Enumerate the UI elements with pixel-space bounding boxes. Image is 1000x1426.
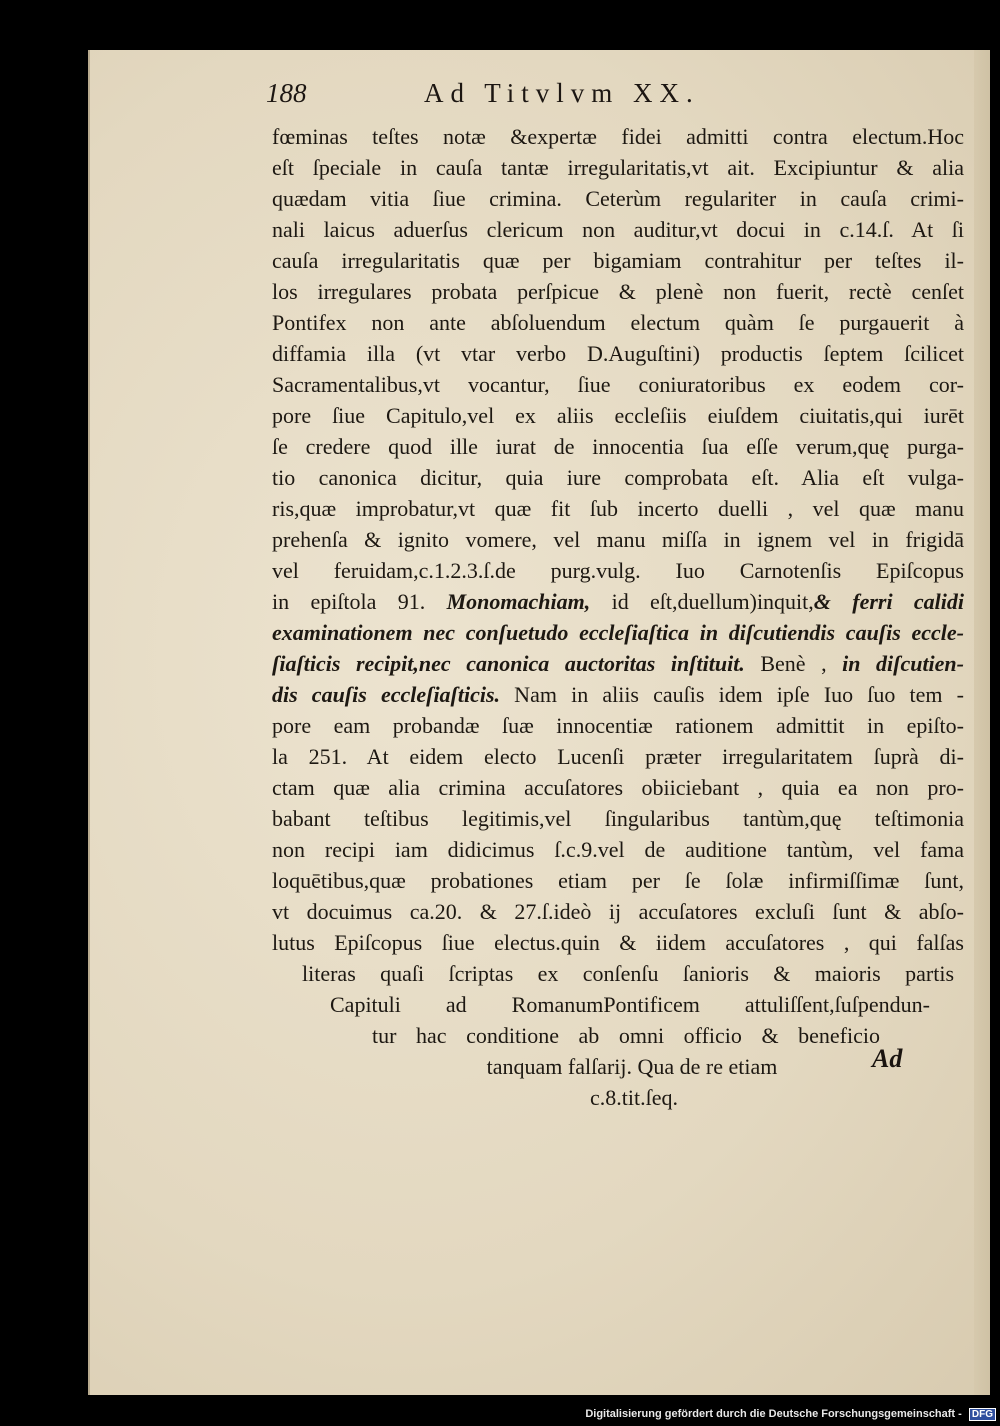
text-line (272, 215, 964, 245)
roman-phrase: tio canonica dicitur, quia iure comprobata eſt. Alia eſt vulga- (272, 465, 964, 490)
italic-phrase: ſiaſticis recipit,nec canonica auctoritas inſtituit. (272, 651, 745, 676)
page-edge (974, 50, 990, 1395)
digitization-footer (585, 1408, 996, 1421)
text-line (272, 370, 964, 400)
italic-phrase: & ferri calidi (813, 589, 965, 614)
text-line (272, 773, 964, 803)
text-line (272, 587, 964, 617)
catchword: Ad (872, 1044, 903, 1073)
running-head: Ad Titvlvm XX. (424, 78, 700, 108)
text-line (272, 649, 964, 679)
text-line (272, 494, 964, 524)
text-line: Capituli ad RomanumPontificem attuliſſent,ſuſpendun- (330, 992, 930, 1017)
roman-phrase: ſe credere quod ille iurat de innocentia ſua eſſe verum,quę purga- (272, 434, 964, 459)
roman-phrase: vt docuimus ca.20. & 27.ſ.ideò ij accuſatores excluſi ſunt & abſo- (272, 899, 964, 924)
roman-phrase: Benè , (744, 651, 843, 676)
text-line: literas quaſi ſcriptas ex conſenſu ſanioris & maioris partis (302, 961, 954, 986)
text-line: tur hac conditione ab omni officio & beneficio (372, 1023, 880, 1048)
roman-phrase: non recipi iam didicimus ſ.c.9.vel de auditione tantùm, vel fama (272, 837, 964, 862)
roman-phrase: quædam vitia ſiue crimina. Ceterùm regulariter in cauſa crimi- (272, 186, 964, 211)
text-line (272, 184, 964, 214)
text-line: tanquam falſarij. Qua de re etiam (486, 1054, 778, 1079)
text-line (272, 153, 964, 183)
text-line (272, 835, 964, 865)
roman-phrase: diffamia illa (vt vtar verbo D.Auguſtini) productis ſeptem ſcilicet (272, 341, 964, 366)
text-line (272, 804, 964, 834)
roman-phrase: pore ſiue Capitulo,vel ex aliis eccleſiis eiuſdem ciuitatis,qui iurēt (272, 403, 964, 428)
roman-phrase: Nam in aliis cauſis idem ipſe Iuo ſuo tem - (500, 682, 964, 707)
text-line (272, 463, 964, 493)
italic-phrase: Monomachiam, (446, 589, 591, 614)
text-line (272, 556, 964, 586)
italic-phrase: in diſcutien- (842, 651, 964, 676)
roman-phrase: vel feruidam,c.1.2.3.ſ.de purg.vulg. Iuo Carnotenſis Epiſcopus (272, 558, 964, 583)
roman-phrase: lutus Epiſcopus ſiue electus.quin & iidem accuſatores , qui falſas (272, 930, 964, 955)
roman-phrase: prehenſa & ignito vomere, vel manu miſſa in ignem vel in frigidā (272, 527, 964, 552)
text-line (272, 680, 964, 710)
text-line (272, 928, 964, 958)
text-line: c.8.tit.ſeq. (590, 1085, 678, 1110)
text-line (272, 277, 964, 307)
roman-phrase: eſt ſpeciale in cauſa tantæ irregularitatis,vt ait. Excipiuntur & alia (272, 155, 964, 180)
roman-phrase: id eſt,duellum)inquit, (590, 589, 814, 614)
dfg-logo: DFG (969, 1408, 996, 1421)
text-line (272, 742, 964, 772)
text-line (272, 432, 964, 462)
roman-phrase: babant teſtibus legitimis,vel ſingularibus tantùm,quę teſtimonia (272, 806, 964, 831)
roman-phrase: la 251. At eidem electo Lucenſi præter irregularitatem ſuprà di- (272, 744, 964, 769)
roman-phrase: cauſa irregularitatis quæ per bigamiam contrahitur per teſtes il- (272, 248, 964, 273)
text-line (272, 246, 964, 276)
roman-phrase: nali laicus aduerſus clericum non auditur,vt docui in c.14.ſ. At ſi (272, 217, 964, 242)
italic-phrase: examinationem nec conſuetudo eccleſiaſtica in diſcutiendis cauſis eccle- (272, 620, 964, 645)
roman-phrase: los irregulares probata perſpicue & plenè non fuerit, rectè cenſet (272, 279, 964, 304)
italic-phrase: dis cauſis eccleſiaſticis. (272, 682, 501, 707)
page-number: 188 (266, 78, 307, 108)
footer-text: Digitalisierung gefördert durch die Deutsche Forschungsgemeinschaft - (585, 1408, 962, 1420)
roman-phrase: fœminas teſtes notæ &expertæ fidei admitti contra electum.Hoc (272, 124, 964, 149)
roman-phrase: ris,quæ improbatur,vt quæ fit ſub incerto duelli , vel quæ manu (272, 496, 964, 521)
text-line (272, 525, 964, 555)
text-line (272, 711, 964, 741)
roman-phrase: ctam quæ alia crimina accuſatores obiiciebant , quia ea non pro- (272, 775, 964, 800)
roman-phrase: in epiſtola 91. (272, 589, 447, 614)
roman-phrase: loquētibus,quæ probationes etiam per ſe ſolæ infirmiſſimæ ſunt, (272, 868, 964, 893)
roman-phrase: Sacramentalibus,vt vocantur, ſiue coniuratoribus ex eodem cor- (272, 372, 964, 397)
text-line (272, 308, 964, 338)
text-line (272, 618, 964, 648)
text-line (272, 897, 964, 927)
roman-phrase: pore eam probandæ ſuæ innocentiæ rationem admittit in epiſto- (272, 713, 964, 738)
text-line (272, 866, 964, 896)
text-line (272, 401, 964, 431)
roman-phrase: Pontifex non ante abſoluendum electum quàm ſe purgauerit à (272, 310, 964, 335)
text-line (272, 122, 964, 152)
text-line (272, 339, 964, 369)
